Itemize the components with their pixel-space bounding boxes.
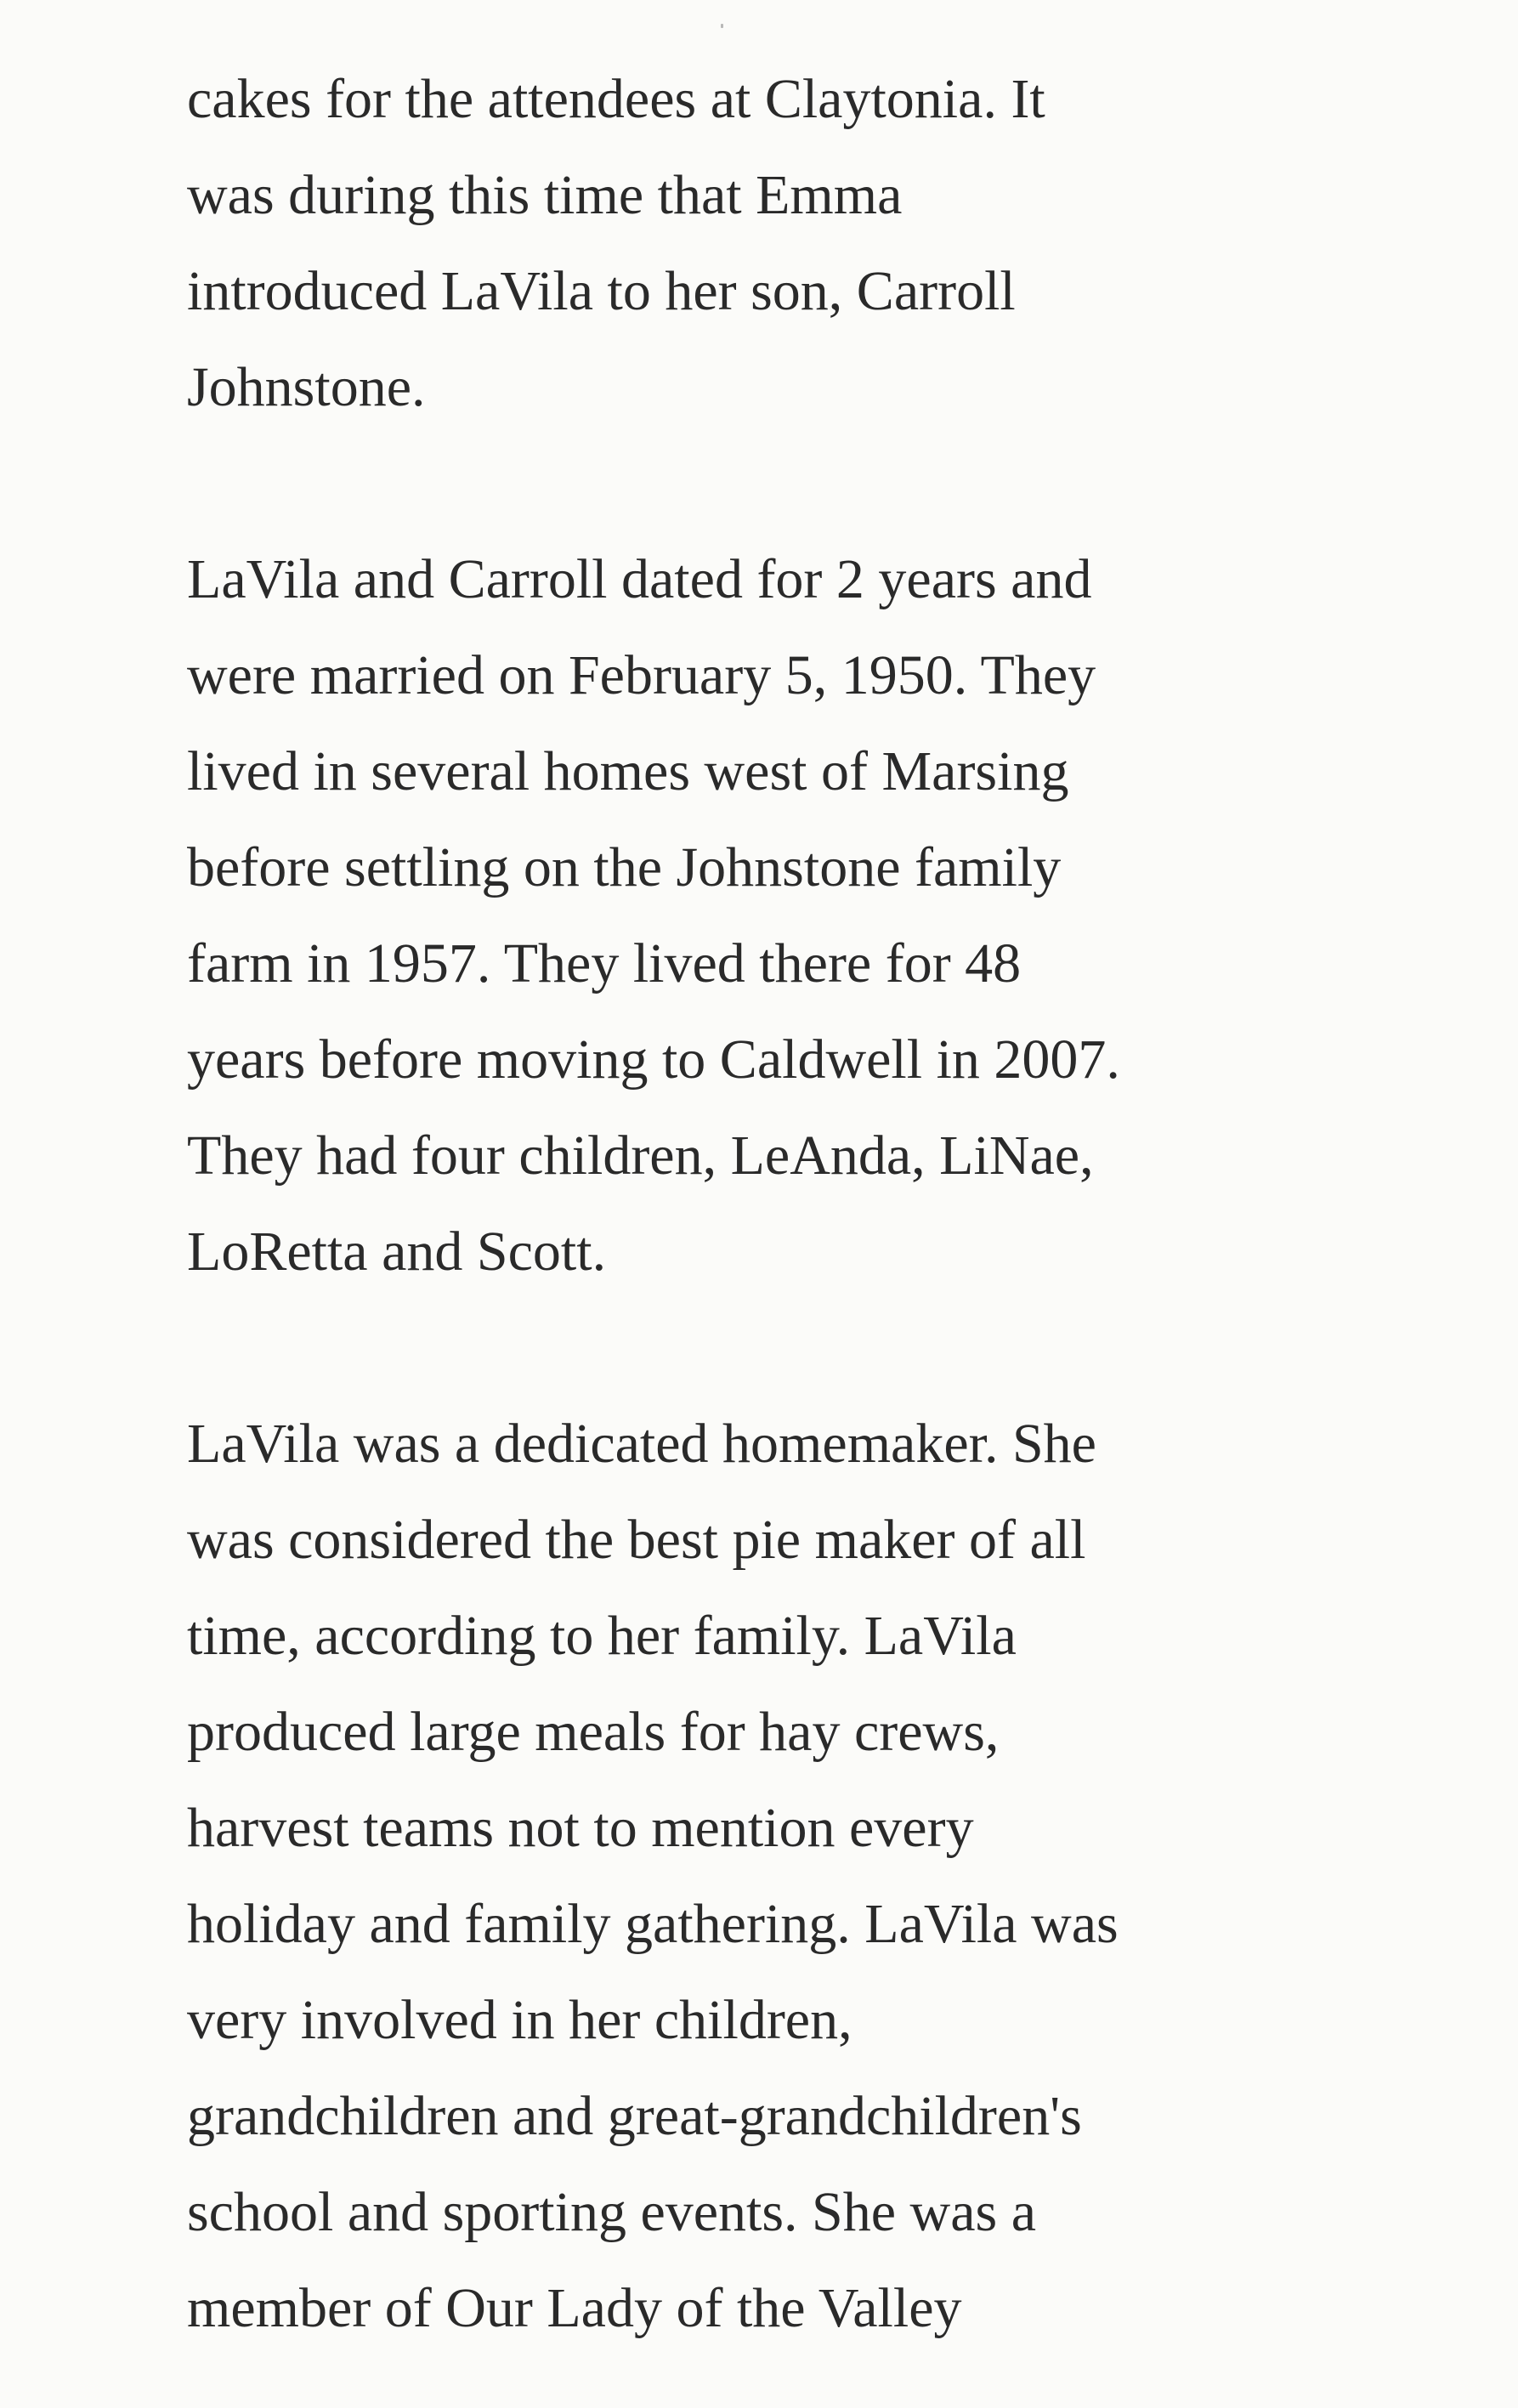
paragraph-2: [187, 531, 1326, 1300]
text-line: school and sporting events. She was a: [187, 2181, 1036, 2243]
text-line: member of Our Lady of the Valley: [187, 2277, 962, 2339]
paragraph-gap: [187, 1300, 1326, 1396]
text-line: harvest teams not to mention every: [187, 1797, 974, 1859]
text-line: very involved in her children,: [187, 1989, 852, 2051]
text-line: before settling on the Johnstone family: [187, 836, 1062, 898]
text-line: Johnstone.: [187, 356, 426, 418]
paragraph-1: [187, 51, 1326, 435]
text-line: grandchildren and great-grandchildren's: [187, 2085, 1082, 2147]
text-line: was considered the best pie maker of all: [187, 1509, 1086, 1571]
scan-speck: [721, 24, 723, 28]
text-line: time, according to her family. LaVila: [187, 1605, 1017, 1667]
text-line: introduced LaVila to her son, Carroll: [187, 260, 1016, 322]
text-line: LaVila and Carroll dated for 2 years and: [187, 548, 1092, 610]
text-column: [187, 51, 1326, 2356]
text-line: cakes for the attendees at Claytonia. It: [187, 68, 1045, 130]
text-line: were married on February 5, 1950. They: [187, 644, 1096, 706]
text-line: produced large meals for hay crews,: [187, 1701, 1000, 1763]
text-line: lived in several homes west of Marsing: [187, 740, 1069, 802]
text-line: years before moving to Caldwell in 2007.: [187, 1028, 1120, 1091]
text-line: They had four children, LeAnda, LiNae,: [187, 1125, 1094, 1187]
text-line: farm in 1957. They lived there for 48: [187, 932, 1022, 994]
text-line: was during this time that Emma: [187, 164, 903, 226]
paragraph-gap: [187, 435, 1326, 531]
text-line: LaVila was a dedicated homemaker. She: [187, 1413, 1096, 1475]
paragraph-3: [187, 1396, 1326, 2356]
text-line: holiday and family gathering. LaVila was: [187, 1893, 1119, 1955]
text-line: LoRetta and Scott.: [187, 1221, 607, 1283]
